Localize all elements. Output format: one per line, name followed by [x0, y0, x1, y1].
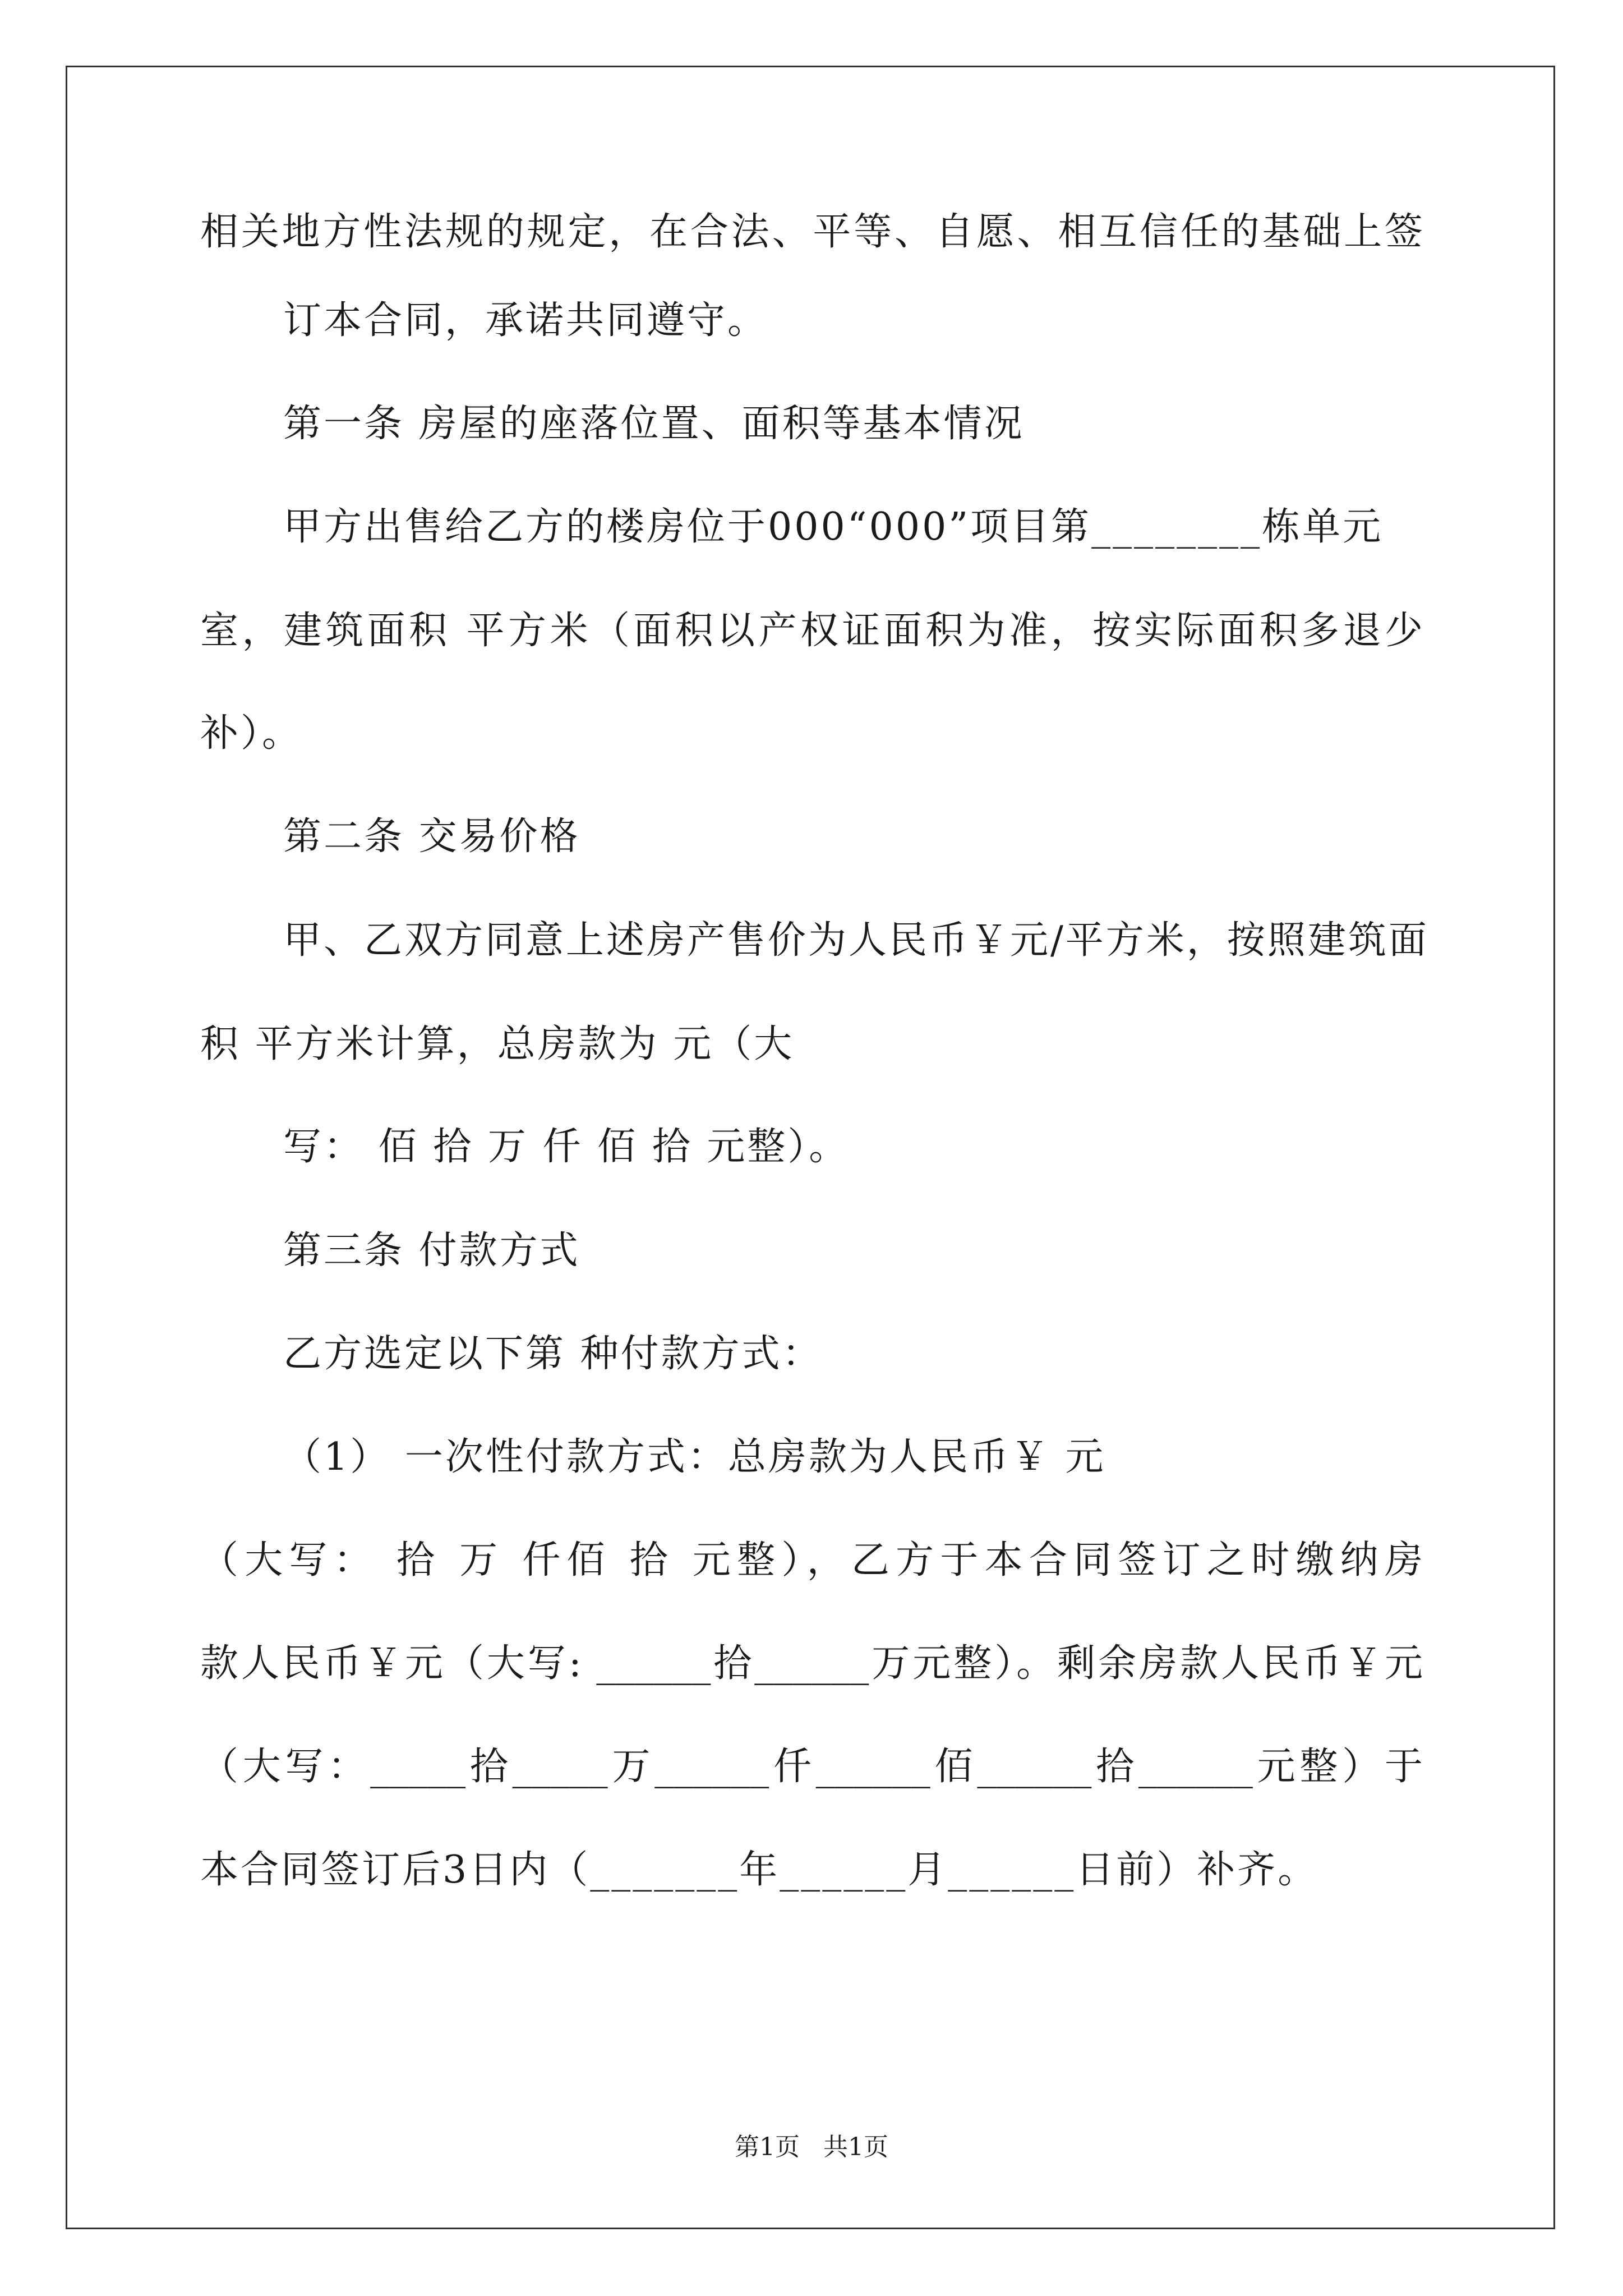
article-2-heading: 第二条 交易价格: [283, 815, 580, 859]
text-line-15: 款人民币￥元（大写: ______拾______万元整）。剩余房款人民币￥元: [200, 1641, 1423, 1686]
text-line-13: （1） 一次性付款方式：总房款为人民币￥ 元: [283, 1435, 1106, 1479]
text-line-9: 积 平方米计算，总房款为 元（大: [200, 1022, 795, 1066]
text-line-17: 本合同签订后3日内（_______年______月______日前）补齐。: [200, 1848, 1318, 1892]
text-line-6: 补）。: [200, 711, 303, 756]
text-line-8: 甲、乙双方同意上述房产售价为人民币￥元/平方米，按照建筑面: [283, 918, 1429, 963]
text-line-14: （大写： 拾 万 仟佰 拾 元整），乙方于本合同签订之时缴纳房: [200, 1538, 1423, 1582]
text-line-12: 乙方选定以下第 种付款方式：: [283, 1332, 823, 1376]
text-line-16: （大写：_____拾_____万______仟______佰______拾______元整）于: [200, 1745, 1423, 1789]
article-1-heading: 第一条 房屋的座落位置、面积等基本情况: [283, 402, 1025, 446]
article-3-heading: 第三条 付款方式: [283, 1228, 580, 1273]
text-line-4: 甲方出售给乙方的楼房位于000“000”项目第________栋单元: [283, 505, 1384, 549]
text-line-2: 订本合同，承诺共同遵守。: [283, 298, 768, 343]
text-line-1: 相关地方性法规的规定，在合法、平等、自愿、相互信任的基础上签: [200, 210, 1423, 254]
text-line-5: 室，建筑面积 平方米（面积以产权证面积为准，按实际面积多退少: [200, 609, 1423, 653]
text-line-10: 写： 佰 拾 万 仟 佰 拾 元整）。: [283, 1125, 850, 1169]
page-footer: 第1页 共1页: [735, 2133, 888, 2161]
